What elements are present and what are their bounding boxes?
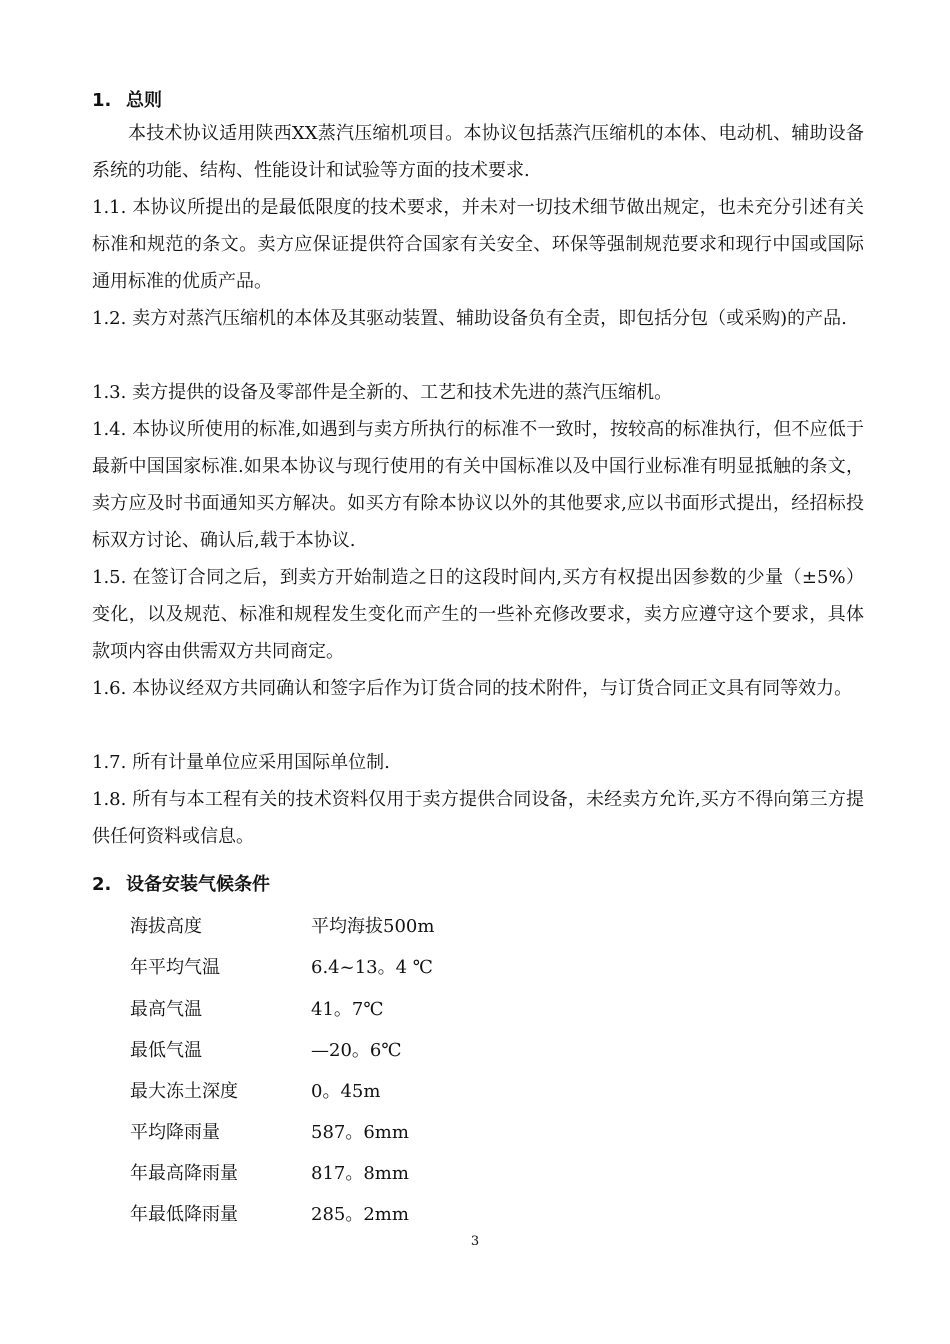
section-2-title: 设备安装气候条件 bbox=[126, 874, 270, 895]
section-1-heading bbox=[92, 86, 162, 112]
clause-1-6: 1.6. 本协议经双方共同确认和签字后作为订货合同的技术附件，与订货合同正文具有同等效力。 bbox=[92, 678, 853, 699]
condition-value: —20。6℃ bbox=[311, 1040, 402, 1061]
clause-1-5: 1.5. 在签订合同之后，到卖方开始制造之日的这段时间内,买方有权提出因参数的少量（±5%）变化，以及规范、标准和规程发生变化而产生的一些补充修改要求，卖方应遵守这个要求，具体款项内容由供需双方共同商定。 bbox=[92, 567, 864, 662]
condition-value: 0。45m bbox=[311, 1081, 381, 1102]
condition-label: 年最低降雨量 bbox=[130, 1204, 238, 1225]
condition-label: 年最高降雨量 bbox=[130, 1163, 238, 1184]
condition-row bbox=[130, 995, 384, 1025]
condition-label: 最低气温 bbox=[130, 1040, 202, 1061]
condition-label: 海拔高度 bbox=[130, 916, 202, 937]
condition-value: 285。2mm bbox=[311, 1204, 409, 1225]
section-2-heading bbox=[92, 870, 270, 896]
condition-row bbox=[130, 1118, 409, 1148]
condition-label: 最大冻土深度 bbox=[130, 1081, 238, 1102]
clause-1-3: 1.3. 卖方提供的设备及零部件是全新的、工艺和技术先进的蒸汽压缩机。 bbox=[92, 382, 673, 403]
clause-1-1: 1.1. 本协议所提出的是最低限度的技术要求，并未对一切技术细节做出规定，也未充分引述有关标准和规范的条文。卖方应保证提供符合国家有关安全、环保等强制规范要求和现行中国或国际通用标准的优质产品。 bbox=[92, 197, 864, 292]
condition-row bbox=[130, 1077, 380, 1107]
condition-value: 817。8mm bbox=[311, 1163, 409, 1184]
condition-label: 年平均气温 bbox=[130, 957, 220, 978]
condition-value: 41。7℃ bbox=[311, 999, 384, 1020]
clause-1-4: 1.4. 本协议所使用的标准,如遇到与卖方所执行的标准不一致时，按较高的标准执行，但不应低于最新中国国家标准.如果本协议与现行使用的有关中国标准以及中国行业标准有明显抵触的条文，卖方应及时书面通知买方解决。如买方有除本协议以外的其他要求,应以书面形式提出，经招标投标双方讨论、确认后,载于本协议. bbox=[92, 419, 864, 551]
section-1-title: 总则 bbox=[126, 90, 162, 111]
condition-label: 平均降雨量 bbox=[130, 1122, 220, 1143]
clause-1-2: 1.2. 卖方对蒸汽压缩机的本体及其驱动装置、辅助设备负有全责，即包括分包（或采购)的产品. bbox=[92, 308, 847, 329]
condition-value: 6.4~13。4 ℃ bbox=[311, 957, 433, 978]
page-number: 3 bbox=[470, 1234, 480, 1249]
clause-1-8: 1.8. 所有与本工程有关的技术资料仅用于卖方提供合同设备，未经卖方允许,买方不得向第三方提供任何资料或信息。 bbox=[92, 789, 864, 847]
condition-row bbox=[130, 953, 433, 983]
clause-1-7: 1.7. 所有计量单位应采用国际单位制. bbox=[92, 752, 390, 773]
section-1-intro: 本技术协议适用陕西XX蒸汽压缩机项目。本协议包括蒸汽压缩机的本体、电动机、辅助设备系统的功能、结构、性能设计和试验等方面的技术要求. bbox=[92, 123, 864, 181]
condition-row bbox=[130, 1159, 409, 1189]
condition-label: 最高气温 bbox=[130, 999, 202, 1020]
condition-value: 587。6mm bbox=[311, 1122, 409, 1143]
condition-row bbox=[130, 1200, 409, 1230]
section-2-number: 2. bbox=[92, 874, 112, 895]
section-1-number: 1. bbox=[92, 90, 112, 111]
condition-value: 平均海拔500m bbox=[311, 916, 435, 937]
condition-row bbox=[130, 912, 434, 942]
condition-row bbox=[130, 1036, 402, 1066]
